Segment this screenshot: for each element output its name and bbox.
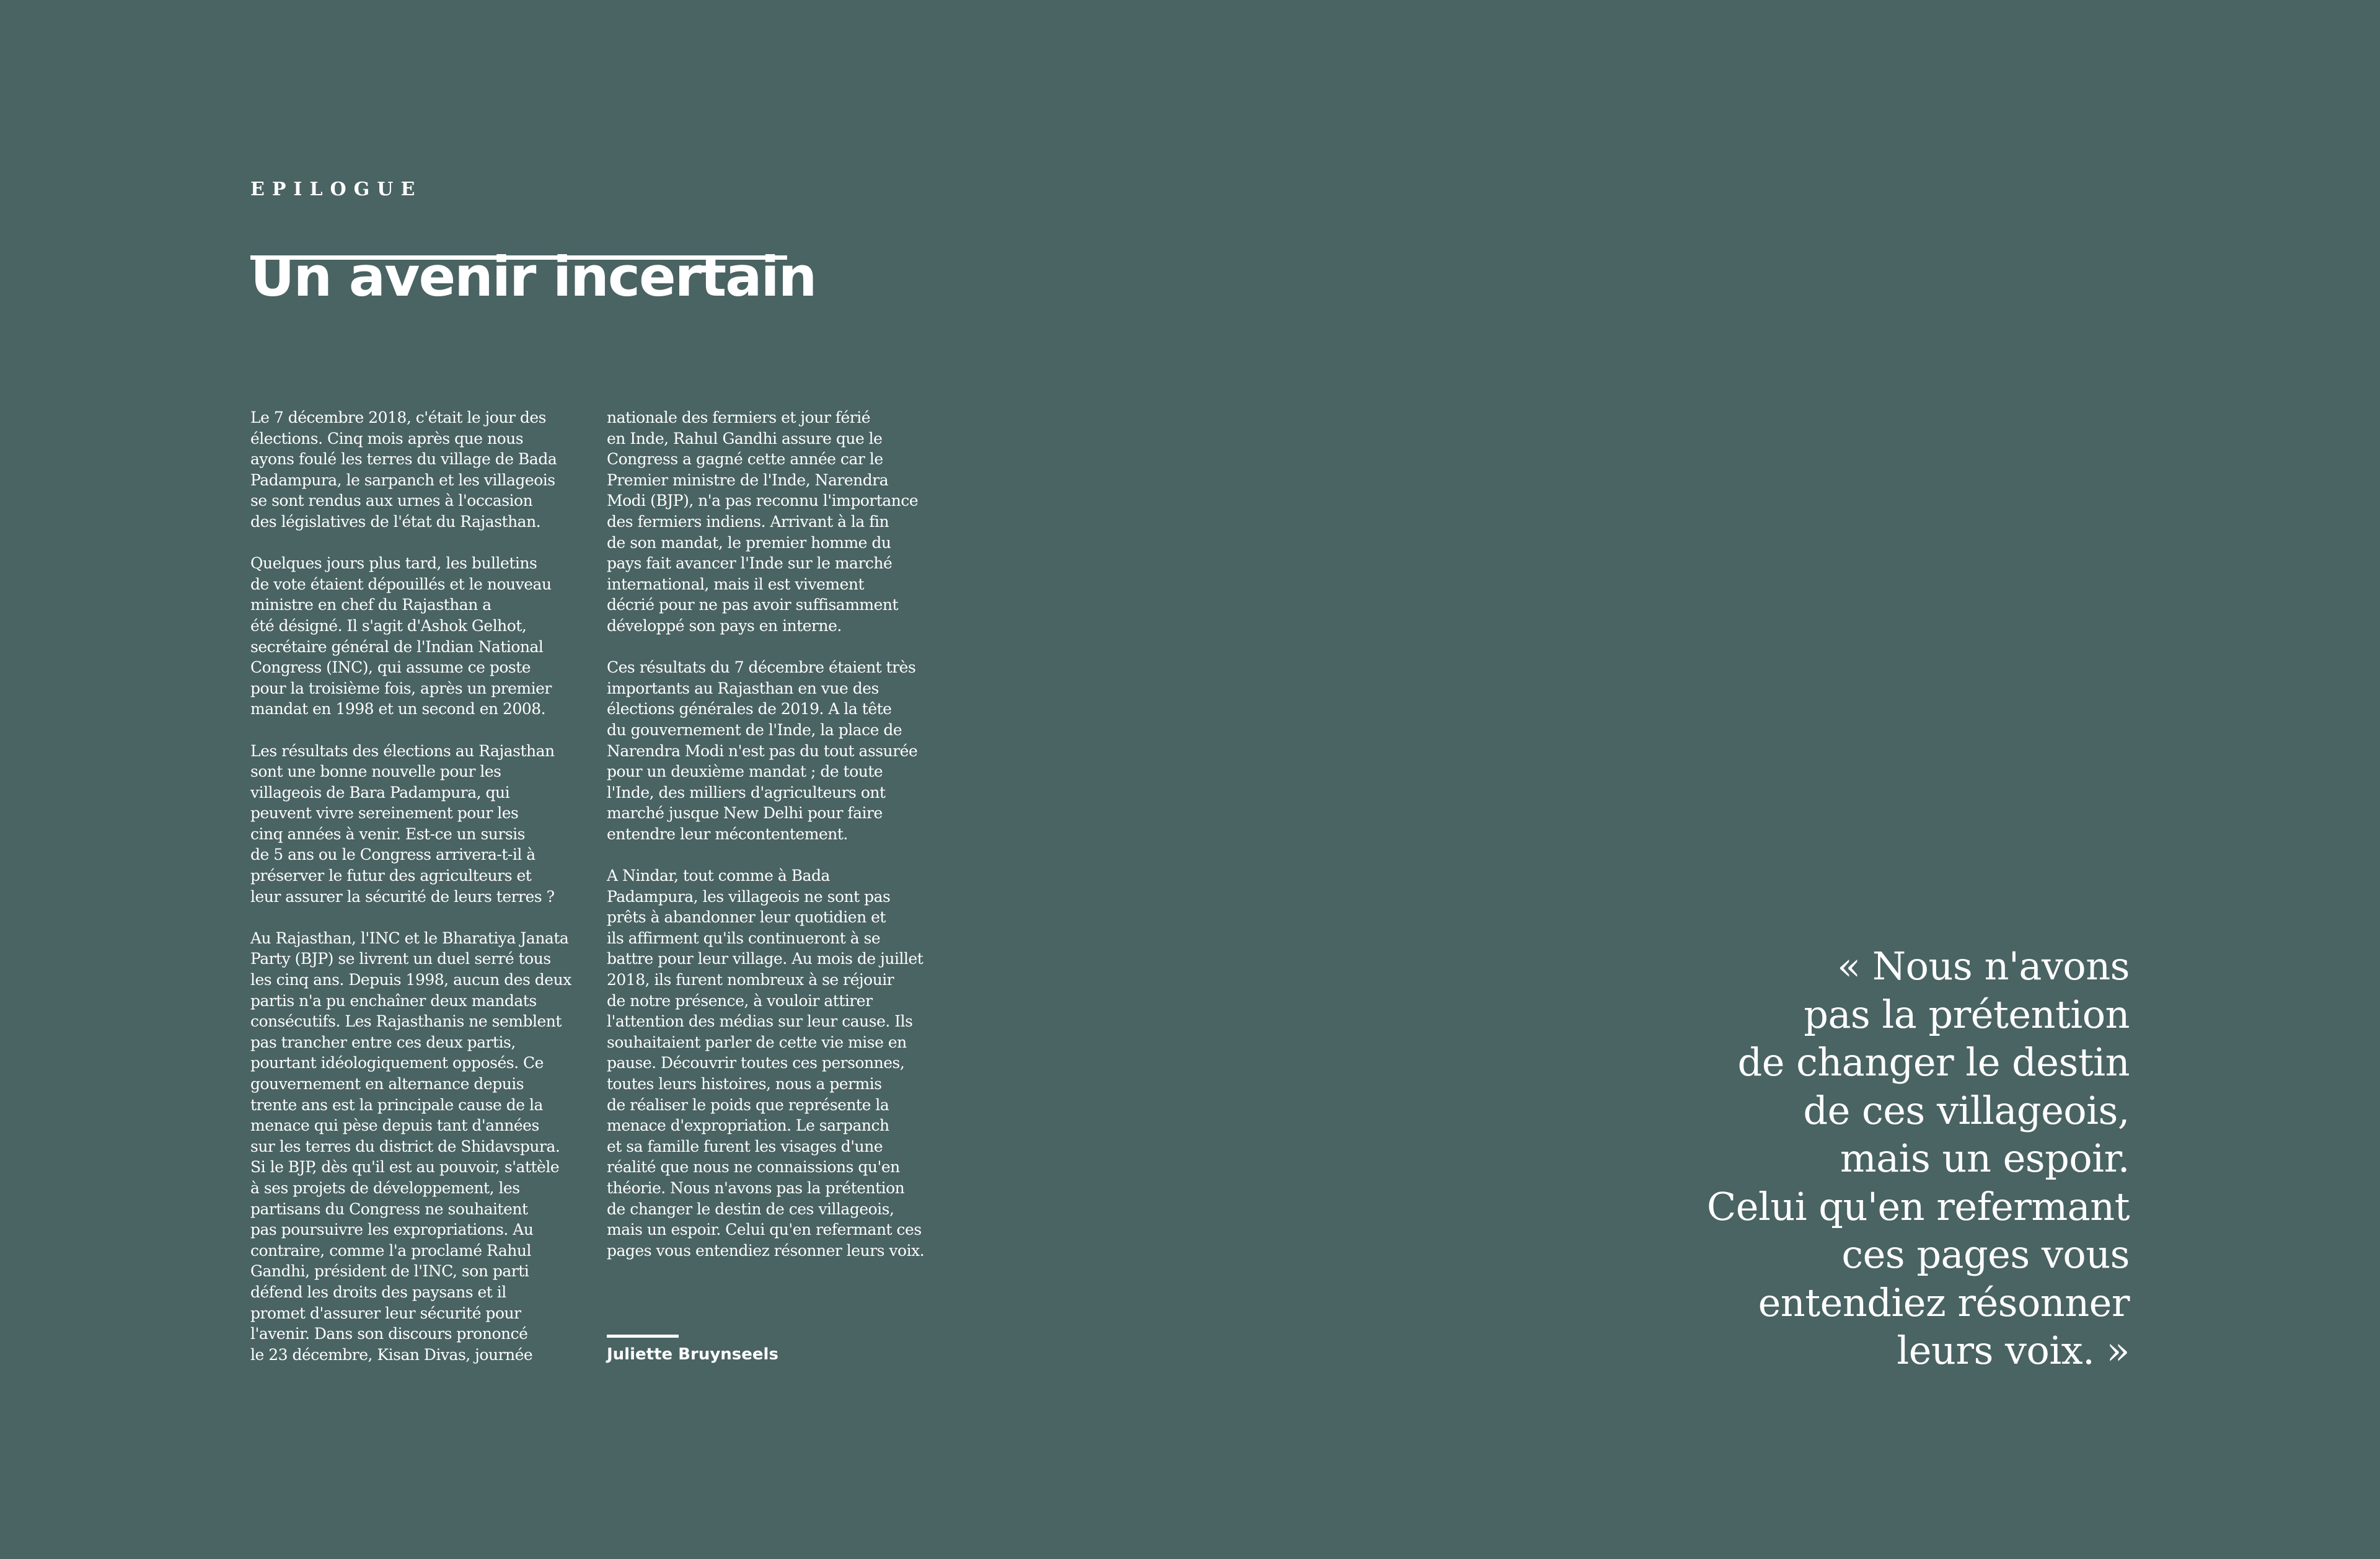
quote-line: entendiez résonner xyxy=(1758,1279,2130,1325)
text-line: Si le BJP, dès qu'il est au pouvoir, s'attèle xyxy=(250,1158,560,1177)
text-line: été désigné. Il s'agit d'Ashok Gelhot, xyxy=(250,616,527,635)
quote-line: de changer le destin xyxy=(1737,1040,2130,1085)
text-line: pour un deuxième mandat ; de toute xyxy=(607,762,883,781)
text-line: menace d'expropriation. Le sarpanch xyxy=(607,1116,889,1135)
text-line: l'attention des médias sur leur cause. Ils xyxy=(607,1012,913,1031)
text-line: développé son pays en interne. xyxy=(607,616,842,635)
text-line: A Nindar, tout comme à Bada xyxy=(607,867,830,885)
quote-line: Celui qu'en refermant xyxy=(1706,1183,2130,1229)
text-line: Congress (INC), qui assume ce poste xyxy=(250,658,531,677)
text-line: Ces résultats du 7 décembre étaient très xyxy=(607,658,916,677)
quote-line: mais un espoir. xyxy=(1840,1136,2130,1181)
quote-line: ces pages vous xyxy=(1841,1232,2130,1277)
signature-rule xyxy=(607,1335,679,1338)
text-line: Narendra Modi n'est pas du tout assurée xyxy=(607,741,918,760)
text-line: consécutifs. Les Rajasthanis ne semblent xyxy=(250,1012,562,1031)
text-line: Gandhi, président de l'INC, son parti xyxy=(250,1262,529,1281)
text-line: décrié pour ne pas avoir suffisamment xyxy=(607,596,899,614)
paragraph xyxy=(250,553,585,720)
paragraph xyxy=(250,407,585,532)
text-line: l'Inde, des milliers d'agriculteurs ont xyxy=(607,783,886,802)
text-line: pas trancher entre ces deux partis, xyxy=(250,1033,516,1051)
text-line: sur les terres du district de Shidavspura. xyxy=(250,1137,560,1155)
text-line: à ses projets de développement, les xyxy=(250,1178,520,1197)
text-line: Padampura, le sarpanch et les villageois xyxy=(250,470,555,489)
text-line: du gouvernement de l'Inde, la place de xyxy=(607,720,902,739)
text-line: importants au Rajasthan en vue des xyxy=(607,679,879,697)
text-line: ayons foulé les terres du village de Bada xyxy=(250,450,557,469)
text-line: pourtant idéologiquement opposés. Ce xyxy=(250,1054,544,1072)
text-line: mandat en 1998 et un second en 2008. xyxy=(250,700,546,718)
text-line: Premier ministre de l'Inde, Narendra xyxy=(607,470,889,489)
text-line: Congress a gagné cette année car le xyxy=(607,450,883,469)
section-label: EPILOGUE xyxy=(250,179,423,200)
pull-quote xyxy=(1707,942,2130,1375)
text-line: mais un espoir. Celui qu'en refermant ces xyxy=(607,1221,922,1239)
text-line: leur assurer la sécurité de leurs terres ? xyxy=(250,887,555,906)
text-line: Au Rajasthan, l'INC et le Bharatiya Janata xyxy=(250,929,569,947)
text-line: réalité que nous ne connaissions qu'en xyxy=(607,1158,900,1177)
text-line: se sont rendus aux urnes à l'occasion xyxy=(250,492,533,510)
text-line: de changer le destin de ces villageois, xyxy=(607,1199,894,1218)
text-line: promet d'assurer leur sécurité pour xyxy=(250,1304,521,1322)
text-line: pages vous entendiez résonner leurs voix. xyxy=(607,1241,925,1260)
text-line: de notre présence, à vouloir attirer xyxy=(607,991,873,1010)
text-line: villageois de Bara Padampura, qui xyxy=(250,783,510,802)
text-line: et sa famille furent les visages d'une xyxy=(607,1137,883,1155)
text-line: élections. Cinq mois après que nous xyxy=(250,429,524,448)
text-line: en Inde, Rahul Gandhi assure que le xyxy=(607,429,883,448)
text-column-left xyxy=(250,407,585,1386)
text-line: cinq années à venir. Est-ce un sursis xyxy=(250,824,525,843)
text-line: entendre leur mécontentement. xyxy=(607,824,848,843)
quote-line: pas la prétention xyxy=(1804,991,2130,1037)
text-line: pas poursuivre les expropriations. Au xyxy=(250,1221,534,1239)
paragraph xyxy=(250,928,585,1365)
paragraph xyxy=(607,657,941,844)
text-line: Padampura, les villageois ne sont pas xyxy=(607,887,891,906)
paragraph xyxy=(250,741,585,908)
text-line: peuvent vivre sereinement pour les xyxy=(250,804,519,823)
text-line: trente ans est la principale cause de la xyxy=(250,1095,543,1114)
text-line: élections générales de 2019. A la tête xyxy=(607,700,892,718)
author-signature: Juliette Bruynseels xyxy=(607,1345,778,1364)
text-line: nationale des fermiers et jour férié xyxy=(607,409,871,426)
quote-line: de ces villageois, xyxy=(1803,1087,2130,1133)
text-line: ils affirment qu'ils continueront à se xyxy=(607,929,881,947)
text-line: souhaitaient parler de cette vie mise en xyxy=(607,1033,907,1051)
text-line: Modi (BJP), n'a pas reconnu l'importance xyxy=(607,492,919,510)
text-line: prêts à abandonner leur quotidien et xyxy=(607,908,886,927)
text-line: gouvernement en alternance depuis xyxy=(250,1075,524,1093)
text-line: de réaliser le poids que représente la xyxy=(607,1095,889,1114)
text-line: 2018, ils furent nombreux à se réjouir xyxy=(607,971,894,989)
text-line: battre pour leur village. Au mois de juillet xyxy=(607,950,923,968)
text-line: pause. Découvrir toutes ces personnes, xyxy=(607,1054,905,1072)
text-line: Party (BJP) se livrent un duel serré tous xyxy=(250,950,551,968)
text-line: pour la troisième fois, après un premier xyxy=(250,679,552,697)
text-line: sont une bonne nouvelle pour les xyxy=(250,762,501,781)
text-column-right xyxy=(607,407,941,1282)
text-line: de 5 ans ou le Congress arrivera-t-il à xyxy=(250,846,536,864)
text-line: les cinq ans. Depuis 1998, aucun des deux xyxy=(250,971,571,989)
text-line: de son mandat, le premier homme du xyxy=(607,533,891,552)
text-line: marché jusque New Delhi pour faire xyxy=(607,804,883,823)
paragraph xyxy=(607,407,941,637)
quote-line: leurs voix. » xyxy=(1897,1328,2130,1373)
text-line: menace qui pèse depuis tant d'années xyxy=(250,1116,539,1135)
text-line: des fermiers indiens. Arrivant à la fin xyxy=(607,512,889,531)
paragraph xyxy=(607,865,941,1261)
text-line: l'avenir. Dans son discours prononcé xyxy=(250,1325,528,1343)
text-line: préserver le futur des agriculteurs et xyxy=(250,867,532,885)
page-title: Un avenir incertain xyxy=(250,245,816,309)
text-line: théorie. Nous n'avons pas la prétention xyxy=(607,1178,905,1197)
text-line: secrétaire général de l'Indian National xyxy=(250,637,544,656)
text-line: toutes leurs histoires, nous a permis xyxy=(607,1075,882,1093)
text-line: pays fait avancer l'Inde sur le marché xyxy=(607,554,892,573)
text-line: défend les droits des paysans et il xyxy=(250,1283,506,1301)
text-line: ministre en chef du Rajasthan a xyxy=(250,596,491,614)
text-line: Les résultats des élections au Rajasthan xyxy=(250,741,555,760)
text-line: Quelques jours plus tard, les bulletins xyxy=(250,554,537,573)
text-line: le 23 décembre, Kisan Divas, journée xyxy=(250,1345,533,1364)
text-line: des législatives de l'état du Rajasthan. xyxy=(250,512,541,531)
text-line: Le 7 décembre 2018, c'était le jour des xyxy=(250,409,546,426)
text-line: contraire, comme l'a proclamé Rahul xyxy=(250,1241,531,1260)
text-line: partis n'a pu enchaîner deux mandats xyxy=(250,991,537,1010)
text-line: partisans du Congress ne souhaitent xyxy=(250,1199,528,1218)
text-line: international, mais il est vivement xyxy=(607,575,865,593)
quote-line: « Nous n'avons xyxy=(1837,943,2130,989)
text-line: de vote étaient dépouillés et le nouveau xyxy=(250,575,552,593)
